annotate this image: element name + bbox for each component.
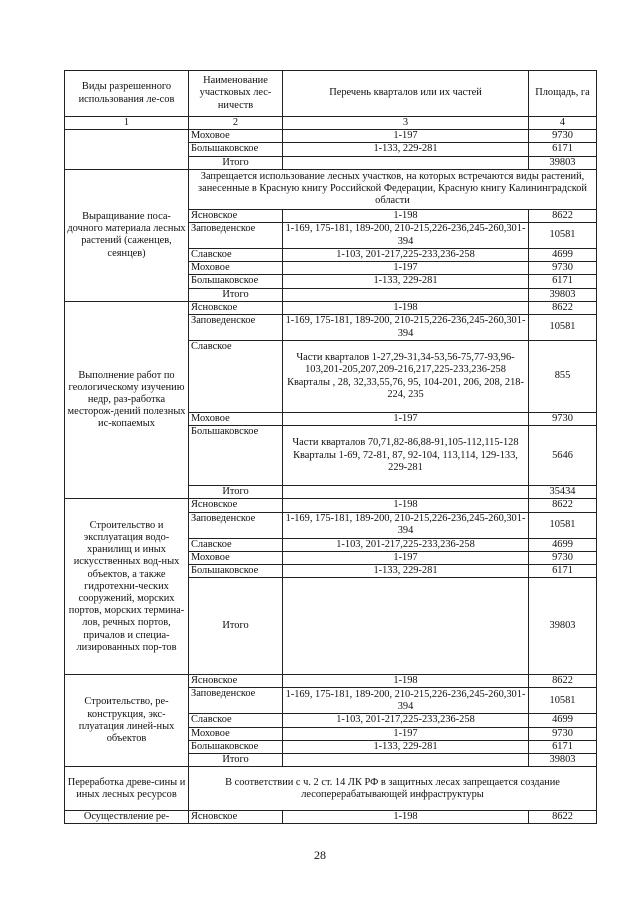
quarters: 1-133, 229-281 <box>283 740 529 753</box>
forestry-name: Славское <box>189 714 283 727</box>
area: 9730 <box>529 551 597 564</box>
total-label: Итого <box>189 288 283 301</box>
quarters: 1-198 <box>283 301 529 314</box>
use-type-cell: Переработка древе-сины и иных лесных ресурсов <box>65 767 189 811</box>
use-type-cell <box>65 130 189 170</box>
forestry-name: Славское <box>189 538 283 551</box>
quarters: 1-197 <box>283 551 529 564</box>
forestry-name: Большаковское <box>189 143 283 156</box>
forestry-name: Моховое <box>189 727 283 740</box>
forestry-name: Заповеденское <box>189 688 283 714</box>
page-number: 28 <box>314 848 326 862</box>
area: 9730 <box>529 130 597 143</box>
area: 5646 <box>529 426 597 486</box>
restriction-note: Запрещается использование лесных участков, на которых встречаются виды растений, занесенные в Красную книгу Российской Федерации, Красную книгу Калининградской области <box>189 169 597 209</box>
total-area: 39803 <box>529 754 597 767</box>
quarters: 1-197 <box>283 413 529 426</box>
area: 4699 <box>529 249 597 262</box>
forestry-name: Заповеденское <box>189 315 283 341</box>
use-type-cell: Выполнение работ по геологическому изучению недр, раз-работка месторож-дений полезных ис-копаемых <box>65 301 189 499</box>
empty-cell <box>283 288 529 301</box>
header-forestry: Наименование участковых лес-ничеств <box>189 71 283 117</box>
total-label: Итого <box>189 578 283 675</box>
col-number: 4 <box>529 117 597 130</box>
area: 10581 <box>529 223 597 249</box>
forestry-name: Ясновское <box>189 301 283 314</box>
quarters: 1-198 <box>283 209 529 222</box>
forestry-name: Заповеденское <box>189 512 283 538</box>
area: 10581 <box>529 512 597 538</box>
use-type-cell: Строительство и эксплуатация водо-хранилищ и иных искусственных вод-ных объектов, а также гидротехни-ческих сооружений, морских портов, морских термина-лов, речных портов, причалов и специа-лизированных пор-тов <box>65 499 189 675</box>
forestry-name: Моховое <box>189 551 283 564</box>
total-area: 39803 <box>529 578 597 675</box>
quarters: 1-103, 201-217,225-233,236-258 <box>283 714 529 727</box>
forestry-name: Славское <box>189 341 283 413</box>
forestry-name: Ясновское <box>189 811 283 824</box>
empty-cell <box>283 156 529 169</box>
total-label: Итого <box>189 486 283 499</box>
area: 6171 <box>529 565 597 578</box>
area: 8622 <box>529 301 597 314</box>
quarters: 1-169, 175-181, 189-200, 210-215,226-236,245-260,301-394 <box>283 512 529 538</box>
col-number: 2 <box>189 117 283 130</box>
quarters-full: Кварталы 1-69, 72-81, 87, 92-104, 113,114, 129-133, 229-281 <box>293 449 518 473</box>
area: 4699 <box>529 538 597 551</box>
forestry-name: Славское <box>189 249 283 262</box>
header-quarters: Перечень кварталов или их частей <box>283 71 529 117</box>
quarters: 1-169, 175-181, 189-200, 210-215,226-236,245-260,301-394 <box>283 315 529 341</box>
forestry-name: Моховое <box>189 413 283 426</box>
quarters: 1-198 <box>283 675 529 688</box>
total-area: 35434 <box>529 486 597 499</box>
quarters: 1-198 <box>283 499 529 512</box>
quarters-parts: Части кварталов 1-27,29-31,34-53,56-75,77-93,96-103,201-205,207,209-216,217,225-233,236-258 <box>296 352 515 376</box>
col-number: 1 <box>65 117 189 130</box>
quarters: 1-197 <box>283 262 529 275</box>
forestry-name: Ясновское <box>189 209 283 222</box>
quarters: 1-103, 201-217,225-233,236-258 <box>283 538 529 551</box>
forestry-name: Ясновское <box>189 499 283 512</box>
total-area: 39803 <box>529 156 597 169</box>
col-number: 3 <box>283 117 529 130</box>
quarters: 1-169, 175-181, 189-200, 210-215,226-236,245-260,301-394 <box>283 688 529 714</box>
area: 855 <box>529 341 597 413</box>
quarters: 1-197 <box>283 130 529 143</box>
quarters: 1-133, 229-281 <box>283 143 529 156</box>
area: 8622 <box>529 675 597 688</box>
area: 8622 <box>529 811 597 824</box>
area: 9730 <box>529 413 597 426</box>
forestry-name: Большаковское <box>189 565 283 578</box>
use-type-cell: Строительство, ре-конструкция, экс-плуатация линей-ных объектов <box>65 675 189 767</box>
quarters-parts: Части кварталов 70,71,82-86,88-91,105-112,115-128 <box>292 437 519 449</box>
area: 8622 <box>529 499 597 512</box>
header-area: Площадь, га <box>529 71 597 117</box>
quarters: 1-169, 175-181, 189-200, 210-215,226-236,245-260,301-394 <box>283 223 529 249</box>
quarters-full: Кварталы , 28, 32,33,55,76, 95, 104-201, 206, 208, 218-224, 235 <box>287 376 524 400</box>
forestry-name: Большаковское <box>189 740 283 753</box>
area: 10581 <box>529 688 597 714</box>
area: 4699 <box>529 714 597 727</box>
area: 6171 <box>529 143 597 156</box>
quarters: 1-198 <box>283 811 529 824</box>
quarters: 1-133, 229-281 <box>283 275 529 288</box>
total-label: Итого <box>189 156 283 169</box>
empty-cell <box>283 578 529 675</box>
use-type-cell: Выращивание поса-дочного материала лесных растений (саженцев, сеянцев) <box>65 169 189 301</box>
quarters: 1-197 <box>283 727 529 740</box>
empty-cell <box>283 486 529 499</box>
quarters <box>283 426 529 486</box>
restriction-note: В соответствии с ч. 2 ст. 14 ЛК РФ в защитных лесах запрещается создание лесоперерабатывающей инфраструктуры <box>189 767 597 811</box>
quarters <box>283 341 529 413</box>
empty-cell <box>283 754 529 767</box>
total-label: Итого <box>189 754 283 767</box>
area: 6171 <box>529 740 597 753</box>
forestry-name: Большаковское <box>189 275 283 288</box>
use-type-cell: Осуществление ре- <box>65 811 189 824</box>
forest-use-table <box>64 70 597 824</box>
area: 8622 <box>529 209 597 222</box>
forestry-name: Моховое <box>189 262 283 275</box>
area: 10581 <box>529 315 597 341</box>
forestry-name: Заповеденское <box>189 223 283 249</box>
quarters: 1-133, 229-281 <box>283 565 529 578</box>
quarters: 1-103, 201-217,225-233,236-258 <box>283 249 529 262</box>
area: 6171 <box>529 275 597 288</box>
forestry-name: Большаковское <box>189 426 283 486</box>
area: 9730 <box>529 727 597 740</box>
area: 9730 <box>529 262 597 275</box>
total-area: 39803 <box>529 288 597 301</box>
forestry-name: Ясновское <box>189 675 283 688</box>
header-use-type: Виды разрешенного использования ле-сов <box>65 71 189 117</box>
forestry-name: Моховое <box>189 130 283 143</box>
